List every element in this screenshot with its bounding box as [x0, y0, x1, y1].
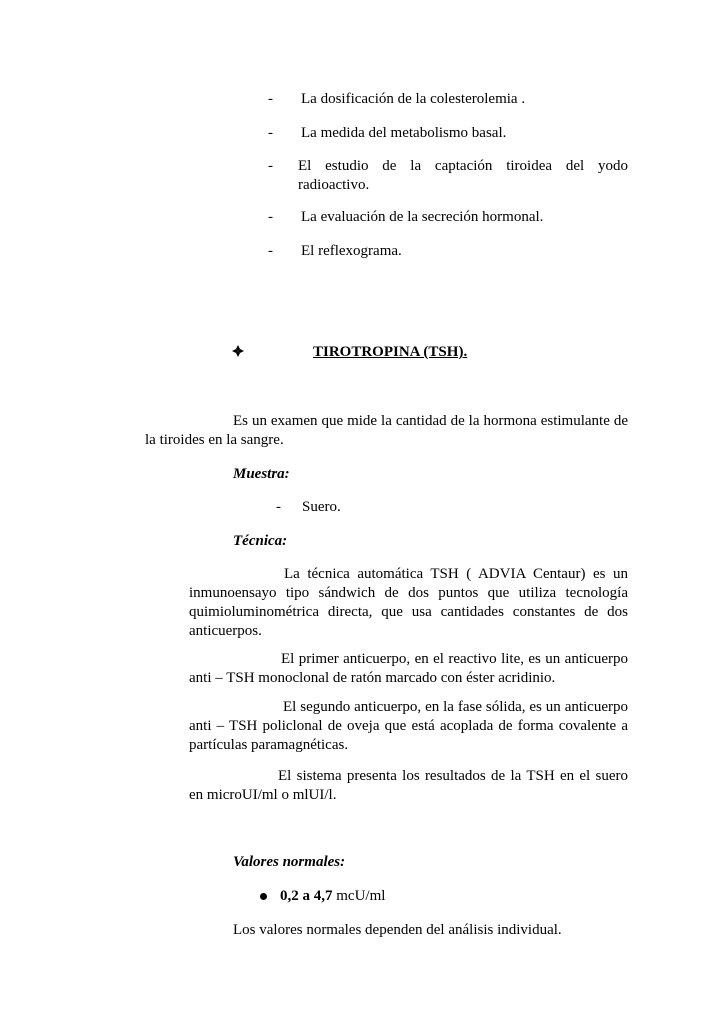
bullet-icon: [260, 893, 267, 900]
list-item: [268, 157, 628, 197]
list-item-text: La evaluación de la secreción hormonal.: [301, 209, 544, 225]
valores-range-line: [280, 887, 385, 906]
muestra-label: Muestra:: [233, 466, 290, 482]
tecnica-paragraph: El sistema presenta los resultados de la TSH en el suero en microUI/ml o mlUI/l.: [189, 768, 628, 803]
list-item-text: El reflexograma.: [301, 243, 402, 259]
list-dash: -: [268, 158, 273, 174]
list-item-text: La dosificación de la colesterolemia .: [301, 91, 526, 107]
diamond-bullet-icon: [232, 345, 244, 357]
section-title: TIROTROPINA (TSH).: [313, 344, 468, 360]
tecnica-paragraph: La técnica automática TSH ( ADVIA Centaur) es un inmunoensayo tipo sándwich de dos puntos que utiliza tecnología quimioluminométrica directa, que usa cantidades constantes de dos anticuerpos.: [189, 566, 628, 639]
tecnica-paragraph: El primer anticuerpo, en el reactivo lite, es un anticuerpo anti – TSH monoclonal de ratón marcado con éster acridinio.: [189, 651, 628, 686]
list-dash: -: [268, 243, 273, 259]
muestra-value: Suero.: [302, 499, 341, 515]
intro-paragraph: Es un examen que mide la cantidad de la hormona estimulante de la tiroides en la sangre.: [145, 413, 628, 448]
valores-unit: mcU/ml: [332, 888, 386, 904]
valores-note: Los valores normales dependen del análisis individual.: [233, 922, 562, 938]
list-dash: -: [268, 209, 273, 225]
valores-label: Valores normales:: [233, 854, 346, 870]
list-item-text: El estudio de la captación tiroidea del yodo radioactivo.: [298, 158, 628, 193]
list-dash: -: [268, 125, 273, 141]
tecnica-paragraph: El segundo anticuerpo, en la fase sólida, es un anticuerpo anti – TSH policlonal de oveja que está acoplada de forma covalente a partículas paramagnéticas.: [189, 699, 628, 753]
tecnica-label: Técnica:: [233, 533, 288, 549]
list-item-text: La medida del metabolismo basal.: [301, 125, 507, 141]
muestra-dash: -: [276, 499, 281, 515]
list-dash: -: [268, 91, 273, 107]
valores-range: 0,2 a 4,7: [280, 888, 333, 904]
